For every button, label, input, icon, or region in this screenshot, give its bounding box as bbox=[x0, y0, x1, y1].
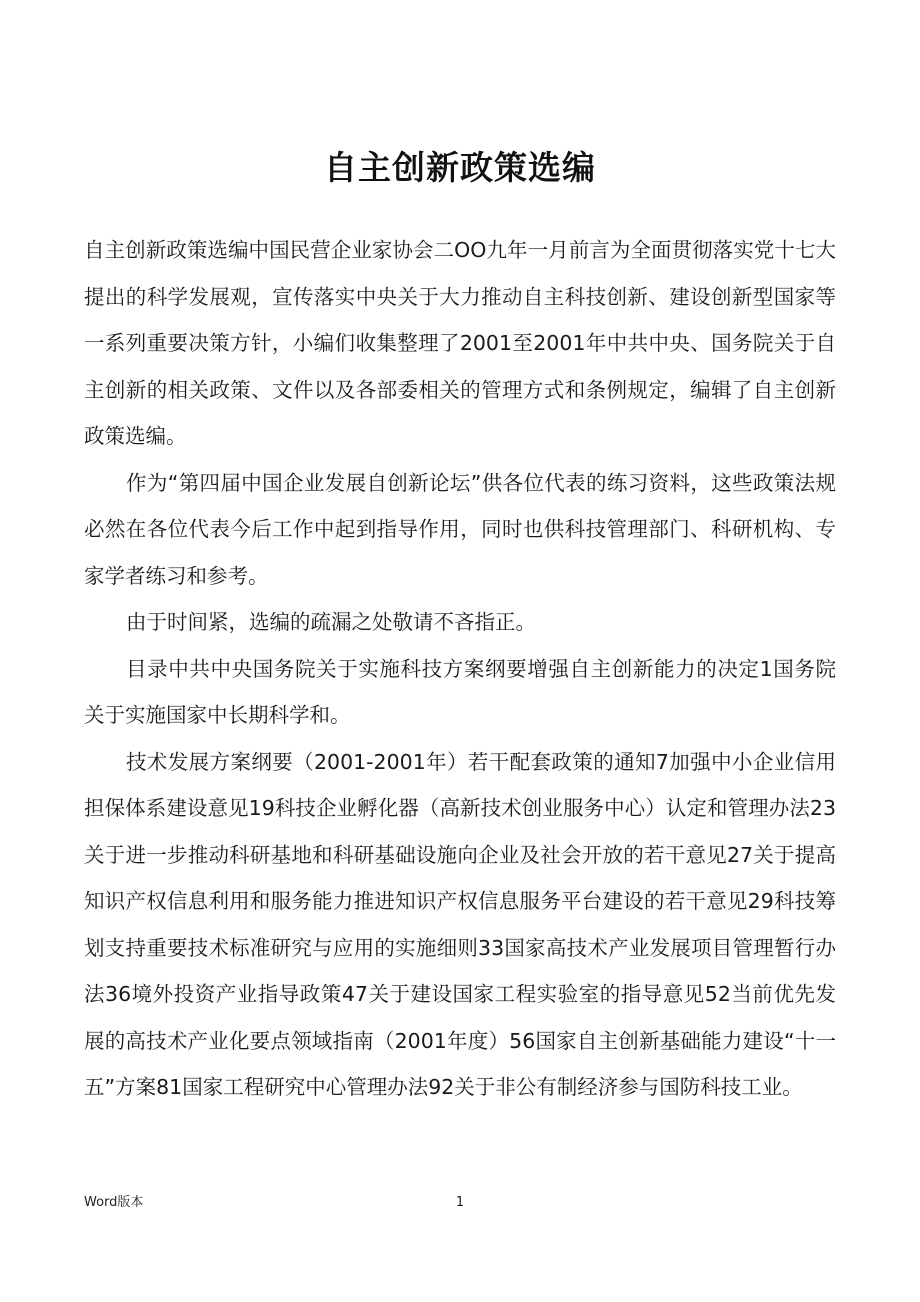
paragraph-purpose: 作为“第四届中国企业发展自创新论坛”供各位代表的练习资料，这些政策法规必然在各位代表今后工作中起到指导作用，同时也供科技管理部门、科研机构、专家学者练习和参考。 bbox=[84, 470, 836, 588]
paragraph-contents-intro: 目录中共中央国务院关于实施科技方案纲要增强自主创新能力的决定1国务院关于实施国家中长期科学和。 bbox=[84, 656, 836, 727]
paragraph-apology: 由于时间紧，选编的疏漏之处敬请不吝指正。 bbox=[126, 610, 536, 634]
document-body bbox=[84, 227, 836, 1111]
footer-page-number: 1 bbox=[455, 1195, 465, 1210]
paragraph-preface: 自主创新政策选编中国民营企业家协会二OO九年一月前言为全面贯彻落实党十七大提出的科学发展观，宣传落实中央关于大力推动自主科技创新、建设创新型国家等一系列重要决策方针，小编们收集整理了2001至2001年中共中央、国务院关于自主创新的相关政策、文件以及各部委相关的管理方式和条例规定，编辑了自主创新政策选编。 bbox=[84, 238, 836, 448]
document-title: 自主创新政策选编 bbox=[324, 148, 596, 187]
footer-version-label: Word版本 bbox=[84, 1195, 144, 1210]
paragraph-contents-list: 技术发展方案纲要（2001-2001年）若干配套政策的通知7加强中小企业信用担保体系建设意见19科技企业孵化器（高新技术创业服务中心）认定和管理办法23关于进一步推动科研基地和科研基础设施向企业及社会开放的若干意见27关于提高知识产权信息利用和服务能力推进知识产权信息服务平台建设的若干意见29科技筹划支持重要技术标准研究与应用的实施细则33国家高技术产业发展项目管理暂行办法36境外投资产业指导政策47关于建设国家工程实验室的指导意见52当前优先发展的高技术产业化要点领域指南（2001年度）56国家自主创新基础能力建设“十一五”方案81国家工程研究中心管理办法92关于非公有制经济参与国防科技工业。 bbox=[84, 749, 836, 1099]
